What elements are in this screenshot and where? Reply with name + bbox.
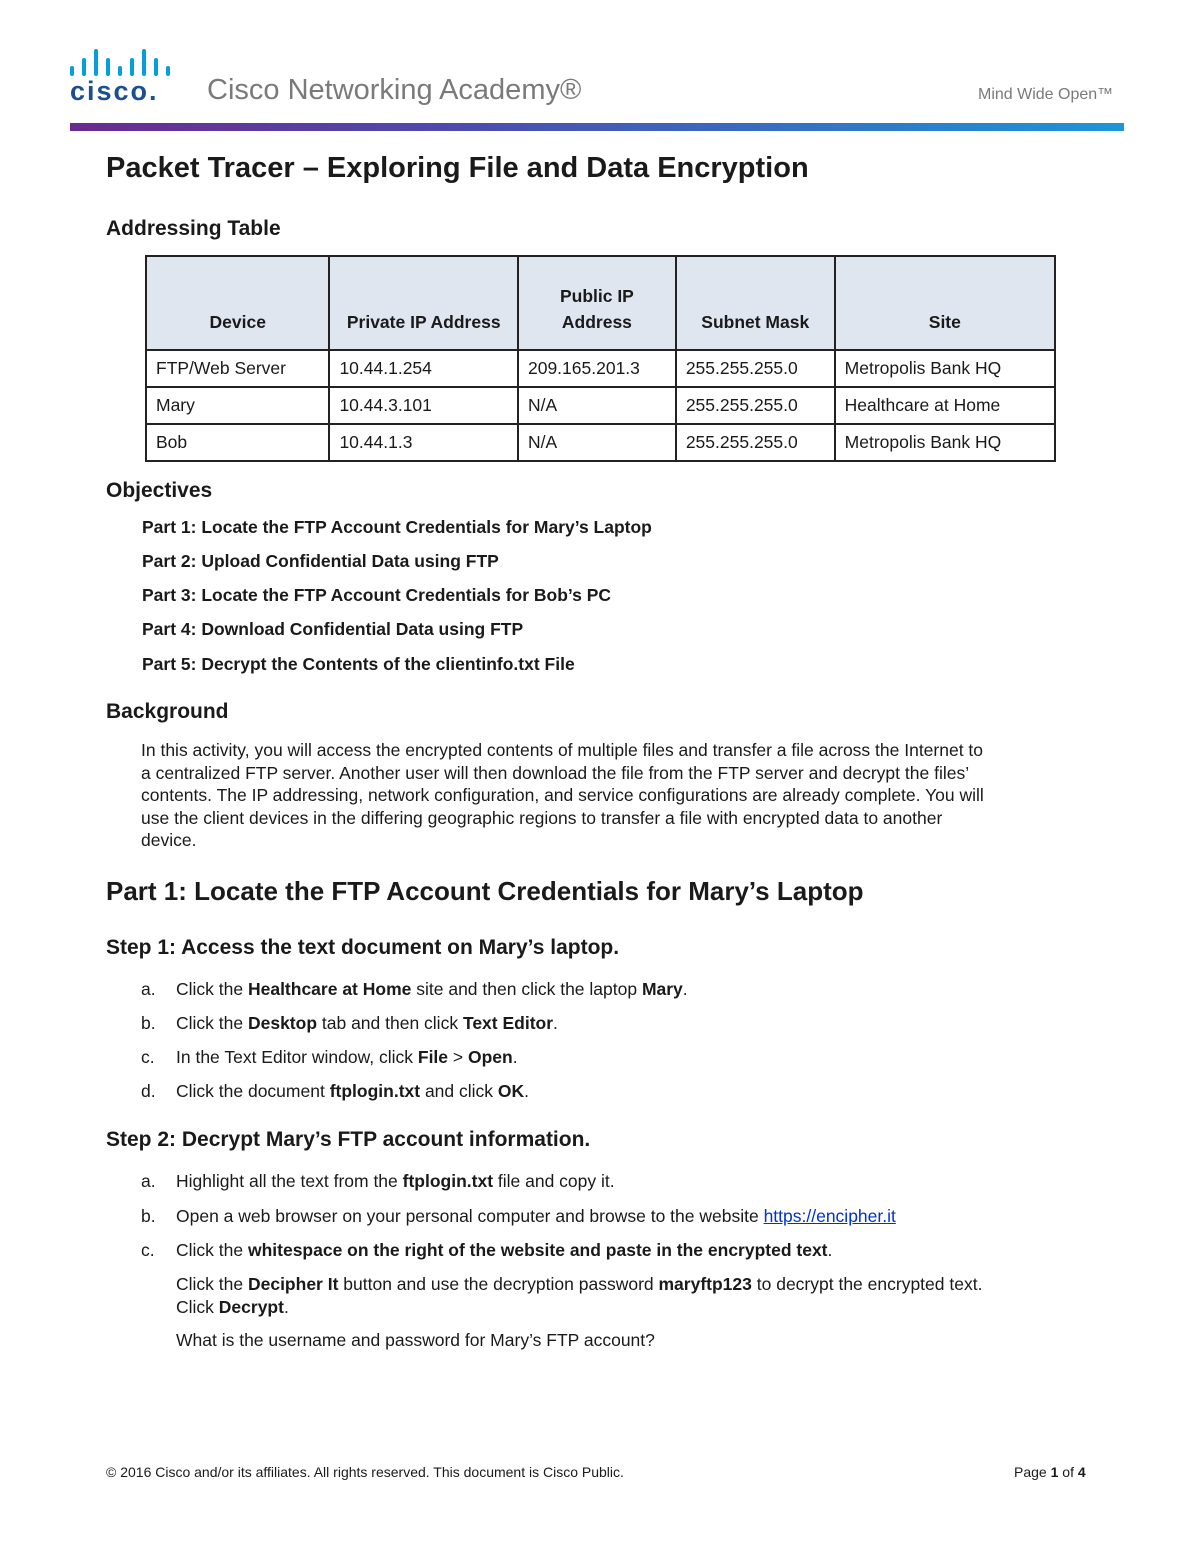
item-bold: Desktop	[247, 1013, 318, 1033]
item-text: button and use the decryption password	[338, 1274, 659, 1294]
background-line: In this activity, you will access the encrypted contents of multiple files and transfer a file across the Internet to	[141, 740, 984, 760]
table-cell: 10.44.1.254	[329, 350, 518, 387]
item-bold: Healthcare at Home	[247, 979, 412, 999]
cisco-logo	[70, 44, 190, 106]
step2-item-c-continuation	[176, 1273, 1106, 1318]
item-bold: Open	[467, 1047, 513, 1067]
table-row	[146, 387, 1055, 424]
table-cell: Bob	[146, 424, 329, 461]
table-cell: Mary	[146, 387, 329, 424]
objective-item: Part 1: Locate the FTP Account Credentials for Mary’s Laptop	[142, 517, 652, 537]
page-label: Page	[1014, 1464, 1051, 1480]
column-header: Private IP Address	[329, 256, 518, 350]
step2-item-a	[141, 1170, 615, 1193]
item-letter: d.	[141, 1081, 156, 1101]
objective-item: Part 3: Locate the FTP Account Credentials for Bob’s PC	[142, 585, 612, 605]
table-cell: 255.255.255.0	[676, 424, 835, 461]
header-rule	[70, 123, 1124, 131]
addressing-table-heading: Addressing Table	[106, 217, 281, 240]
table-cell: 209.165.201.3	[518, 350, 676, 387]
item-text: .	[283, 1296, 289, 1317]
item-text: Click the	[176, 1274, 248, 1294]
table-cell: 10.44.3.101	[329, 387, 518, 424]
table-cell: 255.255.255.0	[676, 387, 835, 424]
table-cell: Metropolis Bank HQ	[835, 350, 1055, 387]
question-text: What is the username and password for Mary’s FTP account?	[176, 1330, 655, 1350]
column-header: Subnet Mask	[676, 256, 835, 350]
item-text: .	[524, 1081, 530, 1101]
column-header: Site	[835, 256, 1055, 350]
background-heading: Background	[106, 700, 229, 723]
encipher-link[interactable]: https://encipher.it	[763, 1206, 896, 1226]
step1-item-c	[141, 1046, 518, 1069]
item-text: and click	[420, 1081, 498, 1101]
step2-item-b	[141, 1205, 896, 1228]
cisco-bars-icon	[70, 44, 180, 76]
page-total: 4	[1077, 1464, 1086, 1480]
item-bold: Text Editor	[462, 1013, 554, 1033]
objective-item: Part 5: Decrypt the Contents of the clientinfo.txt File	[142, 654, 575, 674]
item-letter: c.	[141, 1047, 155, 1067]
item-text: In the Text Editor window, click	[176, 1047, 418, 1067]
addressing-table	[145, 255, 1056, 462]
item-text: Click the	[176, 1240, 248, 1260]
table-header-row	[146, 256, 1055, 350]
item-text: Click	[176, 1296, 219, 1317]
item-bold: whitespace on the right of the website and paste in the encrypted text	[247, 1240, 828, 1260]
item-text: Open a web browser on your personal computer and browse to the website	[176, 1206, 764, 1226]
footer-copyright: © 2016 Cisco and/or its affiliates. All rights reserved. This document is Cisco Public.	[106, 1464, 624, 1480]
objective-item: Part 4: Download Confidential Data using FTP	[142, 619, 524, 639]
background-line: use the client devices in the differing geographic regions to transfer a file with encrypted data to another	[141, 807, 943, 828]
step1-item-a	[141, 978, 688, 1001]
table-row	[146, 350, 1055, 387]
background-line: device.	[141, 830, 197, 850]
footer-page-number	[1014, 1464, 1086, 1480]
table-cell: Healthcare at Home	[835, 387, 1055, 424]
page-title: Packet Tracer – Exploring File and Data Encryption	[106, 152, 809, 184]
item-bold: OK	[497, 1081, 525, 1101]
background-paragraph	[141, 739, 1101, 852]
table-row	[146, 424, 1055, 461]
item-bold: File	[417, 1047, 449, 1067]
column-header: Public IP Address	[518, 256, 676, 350]
table-cell: Metropolis Bank HQ	[835, 424, 1055, 461]
tagline: Mind Wide Open™	[978, 86, 1114, 103]
step1-heading: Step 1: Access the text document on Mary’s laptop.	[106, 936, 620, 959]
item-text: file and copy it.	[493, 1171, 615, 1191]
item-letter: b.	[141, 1013, 156, 1033]
item-letter: a.	[141, 979, 156, 999]
item-bold: ftplogin.txt	[329, 1081, 421, 1101]
background-line: contents. The IP addressing, network configuration, and service configurations are already complete. You will	[141, 785, 984, 805]
item-letter: b.	[141, 1206, 156, 1226]
item-text: Click the	[176, 979, 248, 999]
item-letter: a.	[141, 1171, 156, 1191]
step2-heading: Step 2: Decrypt Mary’s FTP account information.	[106, 1128, 591, 1151]
item-text: Click the document	[176, 1081, 330, 1101]
objectives-heading: Objectives	[106, 479, 213, 502]
page-current: 1	[1050, 1464, 1059, 1480]
table-cell: N/A	[518, 387, 676, 424]
item-text: site and then click the laptop	[411, 979, 642, 999]
step2-item-c	[141, 1239, 832, 1262]
cisco-wordmark: cisco.	[70, 76, 159, 106]
item-text: to decrypt the encrypted text.	[751, 1274, 983, 1294]
item-text: Highlight all the text from the	[176, 1171, 403, 1191]
table-cell: 10.44.1.3	[329, 424, 518, 461]
objective-item: Part 2: Upload Confidential Data using FTP	[142, 551, 499, 571]
background-line: a centralized FTP server. Another user will then download the file from the FTP server and decrypt the files’	[141, 762, 970, 783]
item-bold: maryftp123	[658, 1274, 752, 1294]
academy-name: Cisco Networking Academy®	[207, 74, 582, 106]
item-text: .	[553, 1013, 558, 1033]
item-text: .	[512, 1047, 518, 1067]
part1-heading: Part 1: Locate the FTP Account Credentials for Mary’s Laptop	[106, 876, 864, 906]
continuation-line	[176, 1296, 1106, 1319]
item-text: .	[827, 1240, 833, 1260]
item-bold: Decrypt	[218, 1296, 284, 1317]
table-cell: FTP/Web Server	[146, 350, 329, 387]
item-text: Click the	[176, 1013, 248, 1033]
step1-item-b	[141, 1012, 558, 1035]
table-cell: 255.255.255.0	[676, 350, 835, 387]
column-header: Device	[146, 256, 329, 350]
page-of-label: of	[1058, 1464, 1078, 1480]
item-bold: ftplogin.txt	[402, 1171, 494, 1191]
step1-item-d	[141, 1080, 529, 1103]
item-text: tab and then click	[317, 1013, 463, 1033]
table-cell: N/A	[518, 424, 676, 461]
item-bold: Mary	[641, 979, 683, 999]
continuation-line	[176, 1273, 1106, 1296]
item-text: .	[682, 979, 688, 999]
item-text: >	[448, 1047, 468, 1067]
item-letter: c.	[141, 1240, 155, 1260]
item-bold: Decipher It	[247, 1274, 339, 1294]
